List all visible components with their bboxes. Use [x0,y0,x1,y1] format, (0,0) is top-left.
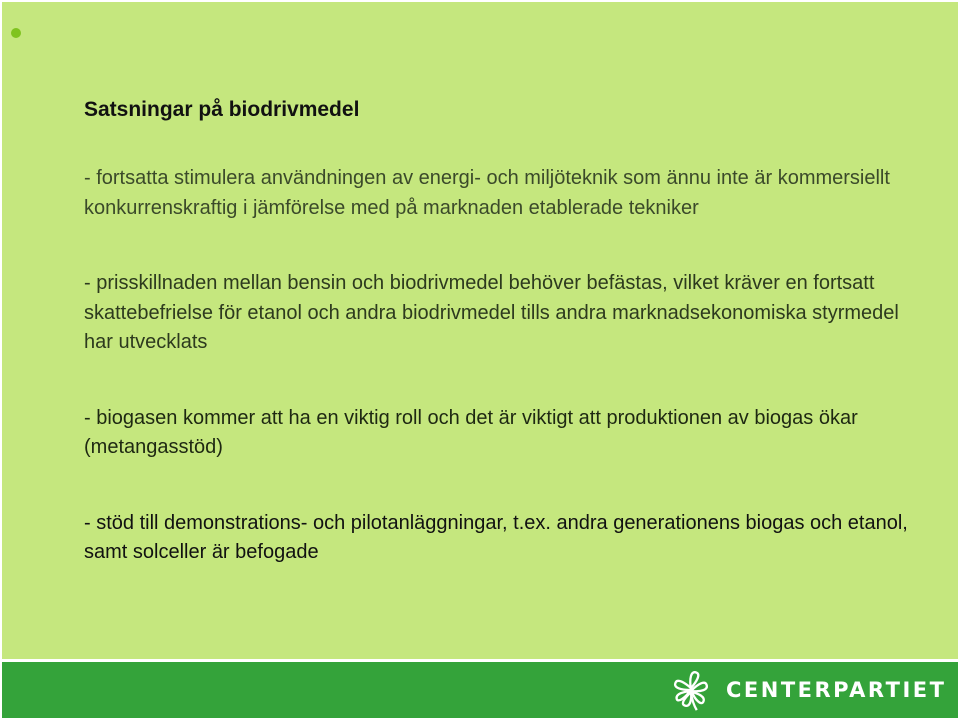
paragraph-2: - prisskillnaden mellan bensin och biodrivmedel behöver befästas, vilket kräver en fortsatt skattebefrielse för etanol och andra biodrivmedel tills andra marknadsekonomiska styrmedel har utvecklats [84,272,899,353]
brand-name: CENTERPARTIET [726,678,947,702]
four-leaf-clover-icon [668,667,714,713]
bullet-dot-icon [11,28,21,38]
slide-content [84,96,924,568]
paragraph-1: - fortsatta stimulera användningen av energi- och miljöteknik som ännu inte är kommersiellt konkurrenskraftig i jämförelse med på marknaden etablerade tekniker [84,167,890,219]
paragraph-3: - biogasen kommer att ha en viktig roll och det är viktigt att produktionen av biogas ökar (metangasstöd) [84,406,858,458]
centerpartiet-logo [668,666,946,714]
slide-title: Satsningar på biodrivmedel [84,98,360,121]
paragraph-4: - stöd till demonstrations- och pilotanläggningar, t.ex. andra generationens biogas och etanol, samt solceller är befogade [84,511,908,563]
